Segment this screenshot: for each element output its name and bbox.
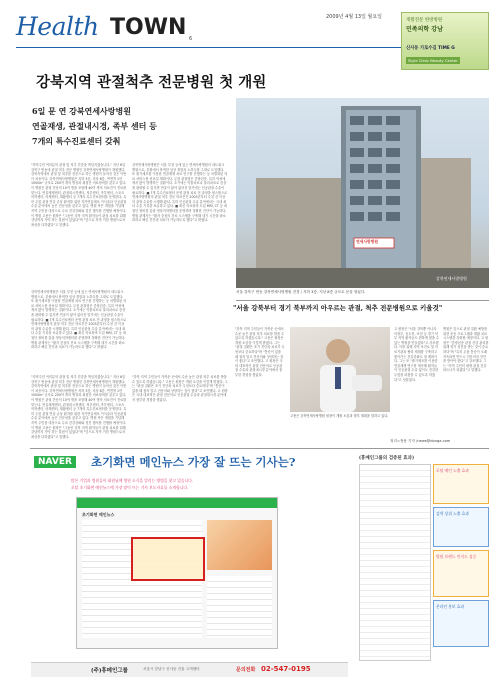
- feature-headline: "서울 강북부터 경기 북부까지 아우르는 관절, 척추 전문병원으로 키울것": [233, 304, 443, 312]
- building-graphic: [236, 98, 489, 288]
- naver-sub1: 많은 기업과 병원들이 회원님께 병원 소식을 알리는 방법을 찾고 있습니다.: [71, 478, 194, 483]
- masthead-date: 2009년 4월 13일 월요일: [326, 14, 383, 20]
- sidebar-ad: [356, 452, 489, 680]
- naver-headline: 초기화면 메인뉴스 가장 잘 뜨는 기사는?: [91, 455, 296, 469]
- sidebar-item-4-label: 온라인 홍보 효과: [436, 604, 465, 609]
- lead-body-col1: "지역주민 여러분의 관절 및 척추 건강을 책임지겠습니다." 지난 6일 강북구 번동에 관절 척추 전문 병원인 강북연세사랑병원이 개원했다. 강북지역에서 관절 및 척추를 전문으로 하는 병원이 들어선 것은 이번이 처음이다. 강북연세사랑병원은 지하 3층, 지상 8층, 연면적 1만1000m² 규모로 200여 개의 병상과 최첨단 의료장비를 갖추고 있다. 이 병원은 관절 전문의 10여 명을 포함해 40여 명의 의료진이 진료를 맡는다. 연골재생센터, 관절내시경센터, 척추센터, 족부센터, 스포츠의학센터, 어깨센터, 재활센터 등 7개의 특수진료센터를 운영한다. 특히 무릎 관절 연골 손상 환자를 위한 자가연골세포 이식술과 인공관절 수술 분야에서 높은 전문성을 갖추고 있다. 병원 측은 개원을 기념해 지역 주민을 대상으로 무료 건강강좌와 검진 행사를 진행할 예정이다. 이 병원 고용곤 원장은 "그동안 강북 지역 환자들이 관절 치료를 위해 강남까지 가야 하는 불편이 있었다"며 "앞으로 지역 거점 병원으로서 최선을 다하겠다"고 말했다.: [31, 163, 127, 227]
- sidebar-item-1-label: 포털 메인 노출 효과: [436, 468, 469, 473]
- naver-screen-side: [207, 576, 272, 638]
- lead-body-col2: 강북연세사랑병원은 서울 부천 등에 있는 연세사랑병원의 네트워크 병원으로, 본원에서 축적한 임상 경험과 노하우를 그대로 도입했다. 또 줄기세포를 이용한 연골재생 치료 연구를 진행하는 등 차별화된 의료 서비스를 선보일 계획이다. 무릎 관절염은 중장년층, 특히 여성에게서 많이 발생하는 질환이다. 초기에는 약물치료나 물리치료로 증상을 완화할 수 있지만 연골이 닳아 없어진 말기에는 인공관절 수술이 필요하다. ■ 7개 특수진료센터 운영 관절 치료 전 과정을 원스톱으로 연세사랑병원의 관절 척추 전문 의료진은 2003년부터 수천 건 이상의 관절 수술을 시행해 왔다. 특히 인공관절 수술 분야에서는 국내 최다 수술 기록을 보유하고 있다. ■ 최신 의료장비 도입 MRI, CT 등 최첨단 장비를 갖춘 영상의학센터를 운영하며 정확한 진단이 가능하다. 병원 관계자는 "환자 중심의 진료 시스템을 구축해 대기 시간을 최소화하고 빠른 진단과 치료가 가능하도록 했다"고 밝혔다.: [132, 163, 228, 223]
- sidebar-table: [359, 464, 431, 661]
- top-ad-sub: Style Clinic Beauty Center: [408, 58, 458, 63]
- sidebar-item-2: [433, 507, 489, 547]
- lead-body-col1b: 강북연세사랑병원은 서울 부천 등에 있는 연세사랑병원의 네트워크 병원으로, 본원에서 축적한 임상 경험과 노하우를 그대로 도입했다. 또 줄기세포를 이용한 연골재생 치료 연구를 진행하는 등 차별화된 의료 서비스를 선보일 계획이다. 무릎 관절염은 중장년층, 특히 여성에게서 많이 발생하는 질환이다. 초기에는 약물치료나 물리치료로 증상을 완화할 수 있지만 연골이 닳아 없어진 말기에는 인공관절 수술이 필요하다. ■ 7개 특수진료센터 운영 관절 치료 전 과정을 원스톱으로 연세사랑병원의 관절 척추 전문 의료진은 2003년부터 수천 건 이상의 관절 수술을 시행해 왔다. 특히 인공관절 수술 분야에서는 국내 최다 수술 기록을 보유하고 있다. ■ 최신 의료장비 도입 MRI, CT 등 최첨단 장비를 갖춘 영상의학센터를 운영하며 정확한 진단이 가능하다. 병원 관계자는 "환자 중심의 진료 시스템을 구축해 대기 시간을 최소화하고 빠른 진단과 치료가 가능하도록 했다"고 밝혔다.: [31, 290, 127, 350]
- feature-body-col1: "강북 지역 주민들이 가까운 곳에서 수준 높은 관절 척추 치료를 받을 수 있도록 하겠습니다." 고용곤 원장은 개원 소감을 이렇게 밝혔다. 그는 "관절 질환은 조기 진단과 치료가 무엇보다 중요하다"며 "통증이 있을 때 참지 말고 전문의와 상담하는 것이 좋다"고 조언했다. 고 원장은 국내 대표적인 관절 전문의로 인공관절 수술과 관절내시경 분야에서 풍부한 경험을 쌓았다.: [235, 327, 285, 377]
- naver-screen-title: 초기화면 메인뉴스: [82, 512, 115, 517]
- sidebar-item-2-label: 검색 상위 노출 효과: [436, 511, 469, 516]
- top-ad: [401, 12, 489, 70]
- doctor-graphic: [290, 327, 390, 412]
- masthead-health: Health: [16, 12, 99, 41]
- lead-sub1: 6일 문 연 강북연세사랑병원: [32, 106, 131, 116]
- hospital-logo-sign: 연세사랑병원: [356, 239, 379, 244]
- footer-label: 문의전화: [236, 667, 256, 673]
- top-ad-line2: 민족의학 강남: [406, 26, 443, 33]
- naver-screen-header: [77, 498, 277, 508]
- naver-ad: [31, 452, 348, 680]
- lead-sub2: 연골재생, 관절내시경, 족부 센터 등: [32, 121, 157, 131]
- naver-callout: [131, 537, 205, 581]
- top-ad-brand: 신사동 가로수길 TIME G: [406, 46, 455, 51]
- photo-caption: 서울 강북구 번동 강북연세사랑병원 전경 / 지하 3층, 지상 8층 규모로 문을 열었다.: [236, 290, 366, 294]
- feature-body-col3: 병원은 앞으로 관절 질환 예방을 위한 운동 프로그램과 재활 치료 시스템을 강화할 예정이다. 고 원장은 "중장년층 관절 건강 관리를 위해 정기 검진을 받는 것이 중요하다"며 "특히 무릎 통증이 오래 지속되면 반드시 전문의의 진단을 받아야 한다"고 강조했다. 그는 "지역 주민의 평생 관절 건강 파트너가 되겠다"고 말했다.: [443, 327, 489, 373]
- lead-sub3: 7개의 특수진료센터 갖춰: [32, 136, 121, 146]
- footer-phone: 02-547-0195: [261, 665, 311, 673]
- sidebar-header: (휴메인그룹의 검증된 효과): [359, 456, 415, 461]
- naver-brand: NAVER: [34, 456, 76, 468]
- sidebar-item-1: [433, 464, 489, 504]
- footer-company: (주)휴메인그룹: [91, 668, 128, 674]
- hospital-building-photo: [236, 98, 489, 288]
- feature-body-col2: 고 원장은 "서울 강북뿐 아니라 의정부, 동두천, 포천 등 경기 북부 지역 환자들도 편하게 찾을 수 있는 병원을 만들겠다"고 강조했다. 이를 위해 지역 보건소 및 의료기관과 협력 체계를 구축하고 찾아가는 건강강좌도 열 계획이다. 그는 또 "줄기세포를 이용한 연골재생 연구를 계속해 환자들이 인공관절 수술 없이도 건강한 무릎을 되찾을 수 있도록 하겠다"고 덧붙였다.: [394, 327, 440, 382]
- naver-sub2: 포탈 초기화면 메인뉴스에 가장 많이 뜨는 기사 보도자료를 소개합니다.: [71, 485, 189, 490]
- masthead-town: TOWN: [110, 15, 187, 40]
- reporter-credit: 정리=정용 기자 /news@donga.com: [390, 439, 451, 443]
- photo-label: 강북연세사랑병원: [436, 276, 467, 281]
- masthead-sup: 6: [189, 36, 193, 42]
- sidebar-item-3: [433, 550, 489, 597]
- doctor-photo: [290, 327, 390, 412]
- sidebar-item-3-label: 병원 브랜드 인지도 상승: [436, 554, 477, 559]
- sidebar-item-4: [433, 600, 489, 647]
- ad-separator: [30, 448, 489, 449]
- doctor-caption: 고용곤 강북연세사랑병원 원장이 개원 소감과 향후 계획을 말하고 있다.: [290, 414, 389, 418]
- lead-body-col2c: "강북 지역 주민들이 가까운 곳에서 수준 높은 관절 척추 치료를 받을 수 있도록 하겠습니다." 고용곤 원장은 개원 소감을 이렇게 밝혔다. 그는 "관절 질환은 조기 진단과 치료가 무엇보다 중요하다"며 "통증이 있을 때 참지 말고 전문의와 상담하는 것이 좋다"고 조언했다. 고 원장은 국내 대표적인 관절 전문의로 인공관절 수술과 관절내시경 분야에서 풍부한 경험을 쌓았다.: [132, 375, 228, 402]
- top-ad-line1: 재활전문 한방병원: [406, 18, 443, 23]
- feature-top-rule: [236, 300, 489, 301]
- naver-footer: [31, 662, 348, 677]
- footer-address: 서울시 강남구 신사동 건물 고객센터: [143, 667, 200, 671]
- lead-headline: 강북지역 관절척추 전문병원 첫 개원: [36, 74, 267, 91]
- naver-screen-thumb: [207, 520, 272, 570]
- lead-body-col1c: "지역주민 여러분의 관절 및 척추 건강을 책임지겠습니다." 지난 6일 강북구 번동에 관절 척추 전문 병원인 강북연세사랑병원이 개원했다. 강북지역에서 관절 및 척추를 전문으로 하는 병원이 들어선 것은 이번이 처음이다. 강북연세사랑병원은 지하 3층, 지상 8층, 연면적 1만1000m² 규모로 200여 개의 병상과 최첨단 의료장비를 갖추고 있다. 이 병원은 관절 전문의 10여 명을 포함해 40여 명의 의료진이 진료를 맡는다. 연골재생센터, 관절내시경센터, 척추센터, 족부센터, 스포츠의학센터, 어깨센터, 재활센터 등 7개의 특수진료센터를 운영한다. 특히 무릎 관절 연골 손상 환자를 위한 자가연골세포 이식술과 인공관절 수술 분야에서 높은 전문성을 갖추고 있다. 병원 측은 개원을 기념해 지역 주민을 대상으로 무료 건강강좌와 검진 행사를 진행할 예정이다. 이 병원 고용곤 원장은 "그동안 강북 지역 환자들이 관절 치료를 위해 강남까지 가야 하는 불편이 있었다"며 "앞으로 지역 거점 병원으로서 최선을 다하겠다"고 말했다.: [31, 375, 127, 439]
